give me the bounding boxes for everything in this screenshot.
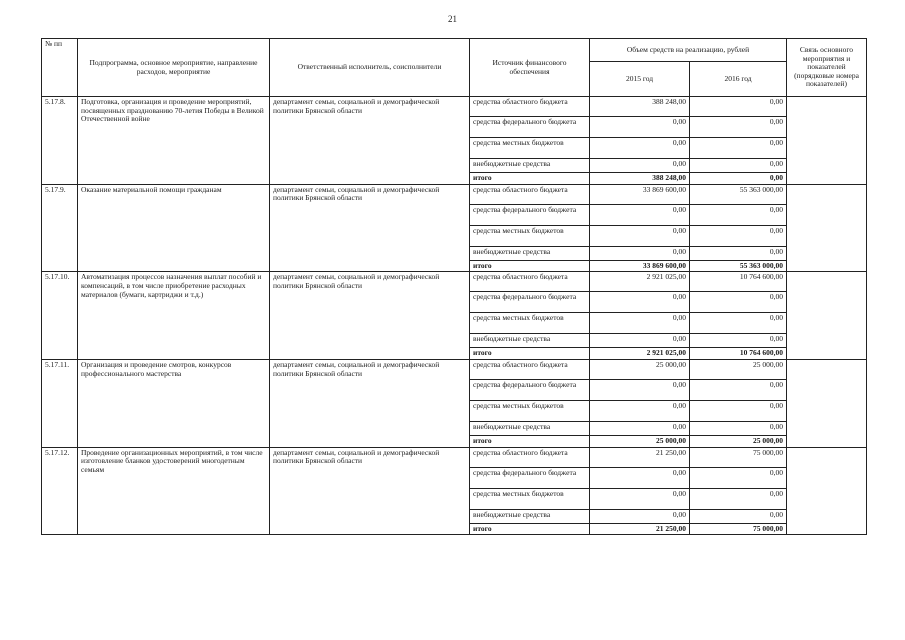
item-executor: департамент семьи, социальной и демографической политики Брянской области <box>270 184 470 272</box>
amount-2016: 0,00 <box>690 225 787 246</box>
amount-2015: 0,00 <box>590 421 690 435</box>
amount-2016: 0,00 <box>690 204 787 225</box>
funding-source: внебюджетные средства <box>470 246 590 260</box>
item-title: Автоматизация процессов назначения выплат пособий и компенсаций, в том числе приобретение расходных материалов (бумаги, картриджи и т.д.) <box>78 272 270 360</box>
table-row <box>42 359 867 379</box>
item-title: Проведение организационных мероприятий, в том числе изготовление бланков удостоверений многодетным семьям <box>78 447 270 535</box>
amount-2015: 0,00 <box>590 117 690 138</box>
amount-2016: 0,00 <box>690 117 787 138</box>
item-code: 5.17.8. <box>42 97 78 185</box>
amount-2015: 2 921 025,00 <box>590 272 690 292</box>
table-row <box>42 97 867 117</box>
item-code: 5.17.11. <box>42 359 78 447</box>
header-executor: Ответственный исполнитель, соисполнители <box>270 39 470 97</box>
amount-2015: 21 250,00 <box>590 447 690 467</box>
item-executor: департамент семьи, социальной и демографической политики Брянской области <box>270 97 470 185</box>
funding-source: средства местных бюджетов <box>470 138 590 159</box>
amount-2016: 0,00 <box>690 509 787 523</box>
funding-source: средства областного бюджета <box>470 97 590 117</box>
header-source: Источник финансового обеспечения <box>470 39 590 97</box>
item-code: 5.17.12. <box>42 447 78 535</box>
amount-2015: 0,00 <box>590 292 690 313</box>
amount-2016: 10 764 600,00 <box>690 348 787 360</box>
indicator-link <box>787 359 867 447</box>
funding-source: средства местных бюджетов <box>470 313 590 334</box>
indicator-link <box>787 272 867 360</box>
amount-2016: 55 363 000,00 <box>690 260 787 272</box>
item-title: Организация и проведение смотров, конкурсов профессионального мастерства <box>78 359 270 447</box>
funding-source: средства федерального бюджета <box>470 117 590 138</box>
item-code: 5.17.10. <box>42 272 78 360</box>
funding-source: средства областного бюджета <box>470 184 590 204</box>
amount-2015: 388 248,00 <box>590 173 690 185</box>
amount-2016: 25 000,00 <box>690 435 787 447</box>
funding-source: внебюджетные средства <box>470 509 590 523</box>
amount-2015: 388 248,00 <box>590 97 690 117</box>
header-volume: Объем средств на реализацию, рублей <box>590 39 787 62</box>
header-no: № пп <box>42 39 78 97</box>
amount-2016: 0,00 <box>690 292 787 313</box>
table-row <box>42 447 867 467</box>
funding-source: средства федерального бюджета <box>470 379 590 400</box>
amount-2016: 0,00 <box>690 138 787 159</box>
amount-2015: 0,00 <box>590 225 690 246</box>
amount-2015: 25 000,00 <box>590 359 690 379</box>
amount-2016: 0,00 <box>690 159 787 173</box>
table-row <box>42 272 867 292</box>
funding-source: средства федерального бюджета <box>470 292 590 313</box>
amount-2016: 10 764 600,00 <box>690 272 787 292</box>
funding-source: итого <box>470 260 590 272</box>
amount-2015: 0,00 <box>590 334 690 348</box>
amount-2015: 33 869 600,00 <box>590 260 690 272</box>
indicator-link <box>787 447 867 535</box>
amount-2016: 25 000,00 <box>690 359 787 379</box>
amount-2015: 33 869 600,00 <box>590 184 690 204</box>
funding-source: итого <box>470 435 590 447</box>
table-row <box>42 184 867 204</box>
amount-2016: 0,00 <box>690 313 787 334</box>
funding-source: средства областного бюджета <box>470 272 590 292</box>
funding-source: средства федерального бюджета <box>470 467 590 488</box>
funding-source: итого <box>470 348 590 360</box>
amount-2016: 0,00 <box>690 379 787 400</box>
funding-source: средства местных бюджетов <box>470 400 590 421</box>
amount-2016: 0,00 <box>690 334 787 348</box>
item-title: Подготовка, организация и проведение мероприятий, посвященных празднованию 70-летия Победы в Великой Отечественной войне <box>78 97 270 185</box>
table-body <box>42 97 867 535</box>
funding-source: внебюджетные средства <box>470 159 590 173</box>
amount-2016: 55 363 000,00 <box>690 184 787 204</box>
amount-2016: 0,00 <box>690 246 787 260</box>
item-title: Оказание материальной помощи гражданам <box>78 184 270 272</box>
item-executor: департамент семьи, социальной и демографической политики Брянской области <box>270 447 470 535</box>
indicator-link <box>787 184 867 272</box>
amount-2016: 0,00 <box>690 97 787 117</box>
amount-2016: 0,00 <box>690 467 787 488</box>
amount-2015: 0,00 <box>590 246 690 260</box>
amount-2016: 0,00 <box>690 488 787 509</box>
header-year-2016: 2016 год <box>690 62 787 97</box>
amount-2015: 0,00 <box>590 159 690 173</box>
amount-2015: 0,00 <box>590 400 690 421</box>
funding-source: средства областного бюджета <box>470 359 590 379</box>
funding-source: средства местных бюджетов <box>470 488 590 509</box>
funding-source: внебюджетные средства <box>470 334 590 348</box>
page-number: 21 <box>448 14 457 24</box>
amount-2016: 0,00 <box>690 173 787 185</box>
amount-2015: 0,00 <box>590 313 690 334</box>
amount-2016: 0,00 <box>690 421 787 435</box>
item-executor: департамент семьи, социальной и демографической политики Брянской области <box>270 359 470 447</box>
amount-2015: 0,00 <box>590 138 690 159</box>
header-year-2015: 2015 год <box>590 62 690 97</box>
funding-source: средства федерального бюджета <box>470 204 590 225</box>
header-subprogram: Подпрограмма, основное мероприятие, направление расходов, мероприятие <box>78 39 270 97</box>
header-link: Связь основного мероприятия и показателей (порядковые номера показателей) <box>787 39 867 97</box>
amount-2015: 0,00 <box>590 509 690 523</box>
amount-2016: 75 000,00 <box>690 447 787 467</box>
funding-source: средства областного бюджета <box>470 447 590 467</box>
funding-source: средства местных бюджетов <box>470 225 590 246</box>
amount-2015: 0,00 <box>590 467 690 488</box>
amount-2015: 21 250,00 <box>590 523 690 535</box>
budget-table <box>41 38 867 535</box>
funding-source: итого <box>470 523 590 535</box>
funding-source: внебюджетные средства <box>470 421 590 435</box>
amount-2015: 25 000,00 <box>590 435 690 447</box>
indicator-link <box>787 97 867 185</box>
item-executor: департамент семьи, социальной и демографической политики Брянской области <box>270 272 470 360</box>
funding-source: итого <box>470 173 590 185</box>
amount-2016: 75 000,00 <box>690 523 787 535</box>
amount-2015: 0,00 <box>590 379 690 400</box>
amount-2015: 0,00 <box>590 488 690 509</box>
amount-2015: 0,00 <box>590 204 690 225</box>
item-code: 5.17.9. <box>42 184 78 272</box>
amount-2015: 2 921 025,00 <box>590 348 690 360</box>
amount-2016: 0,00 <box>690 400 787 421</box>
